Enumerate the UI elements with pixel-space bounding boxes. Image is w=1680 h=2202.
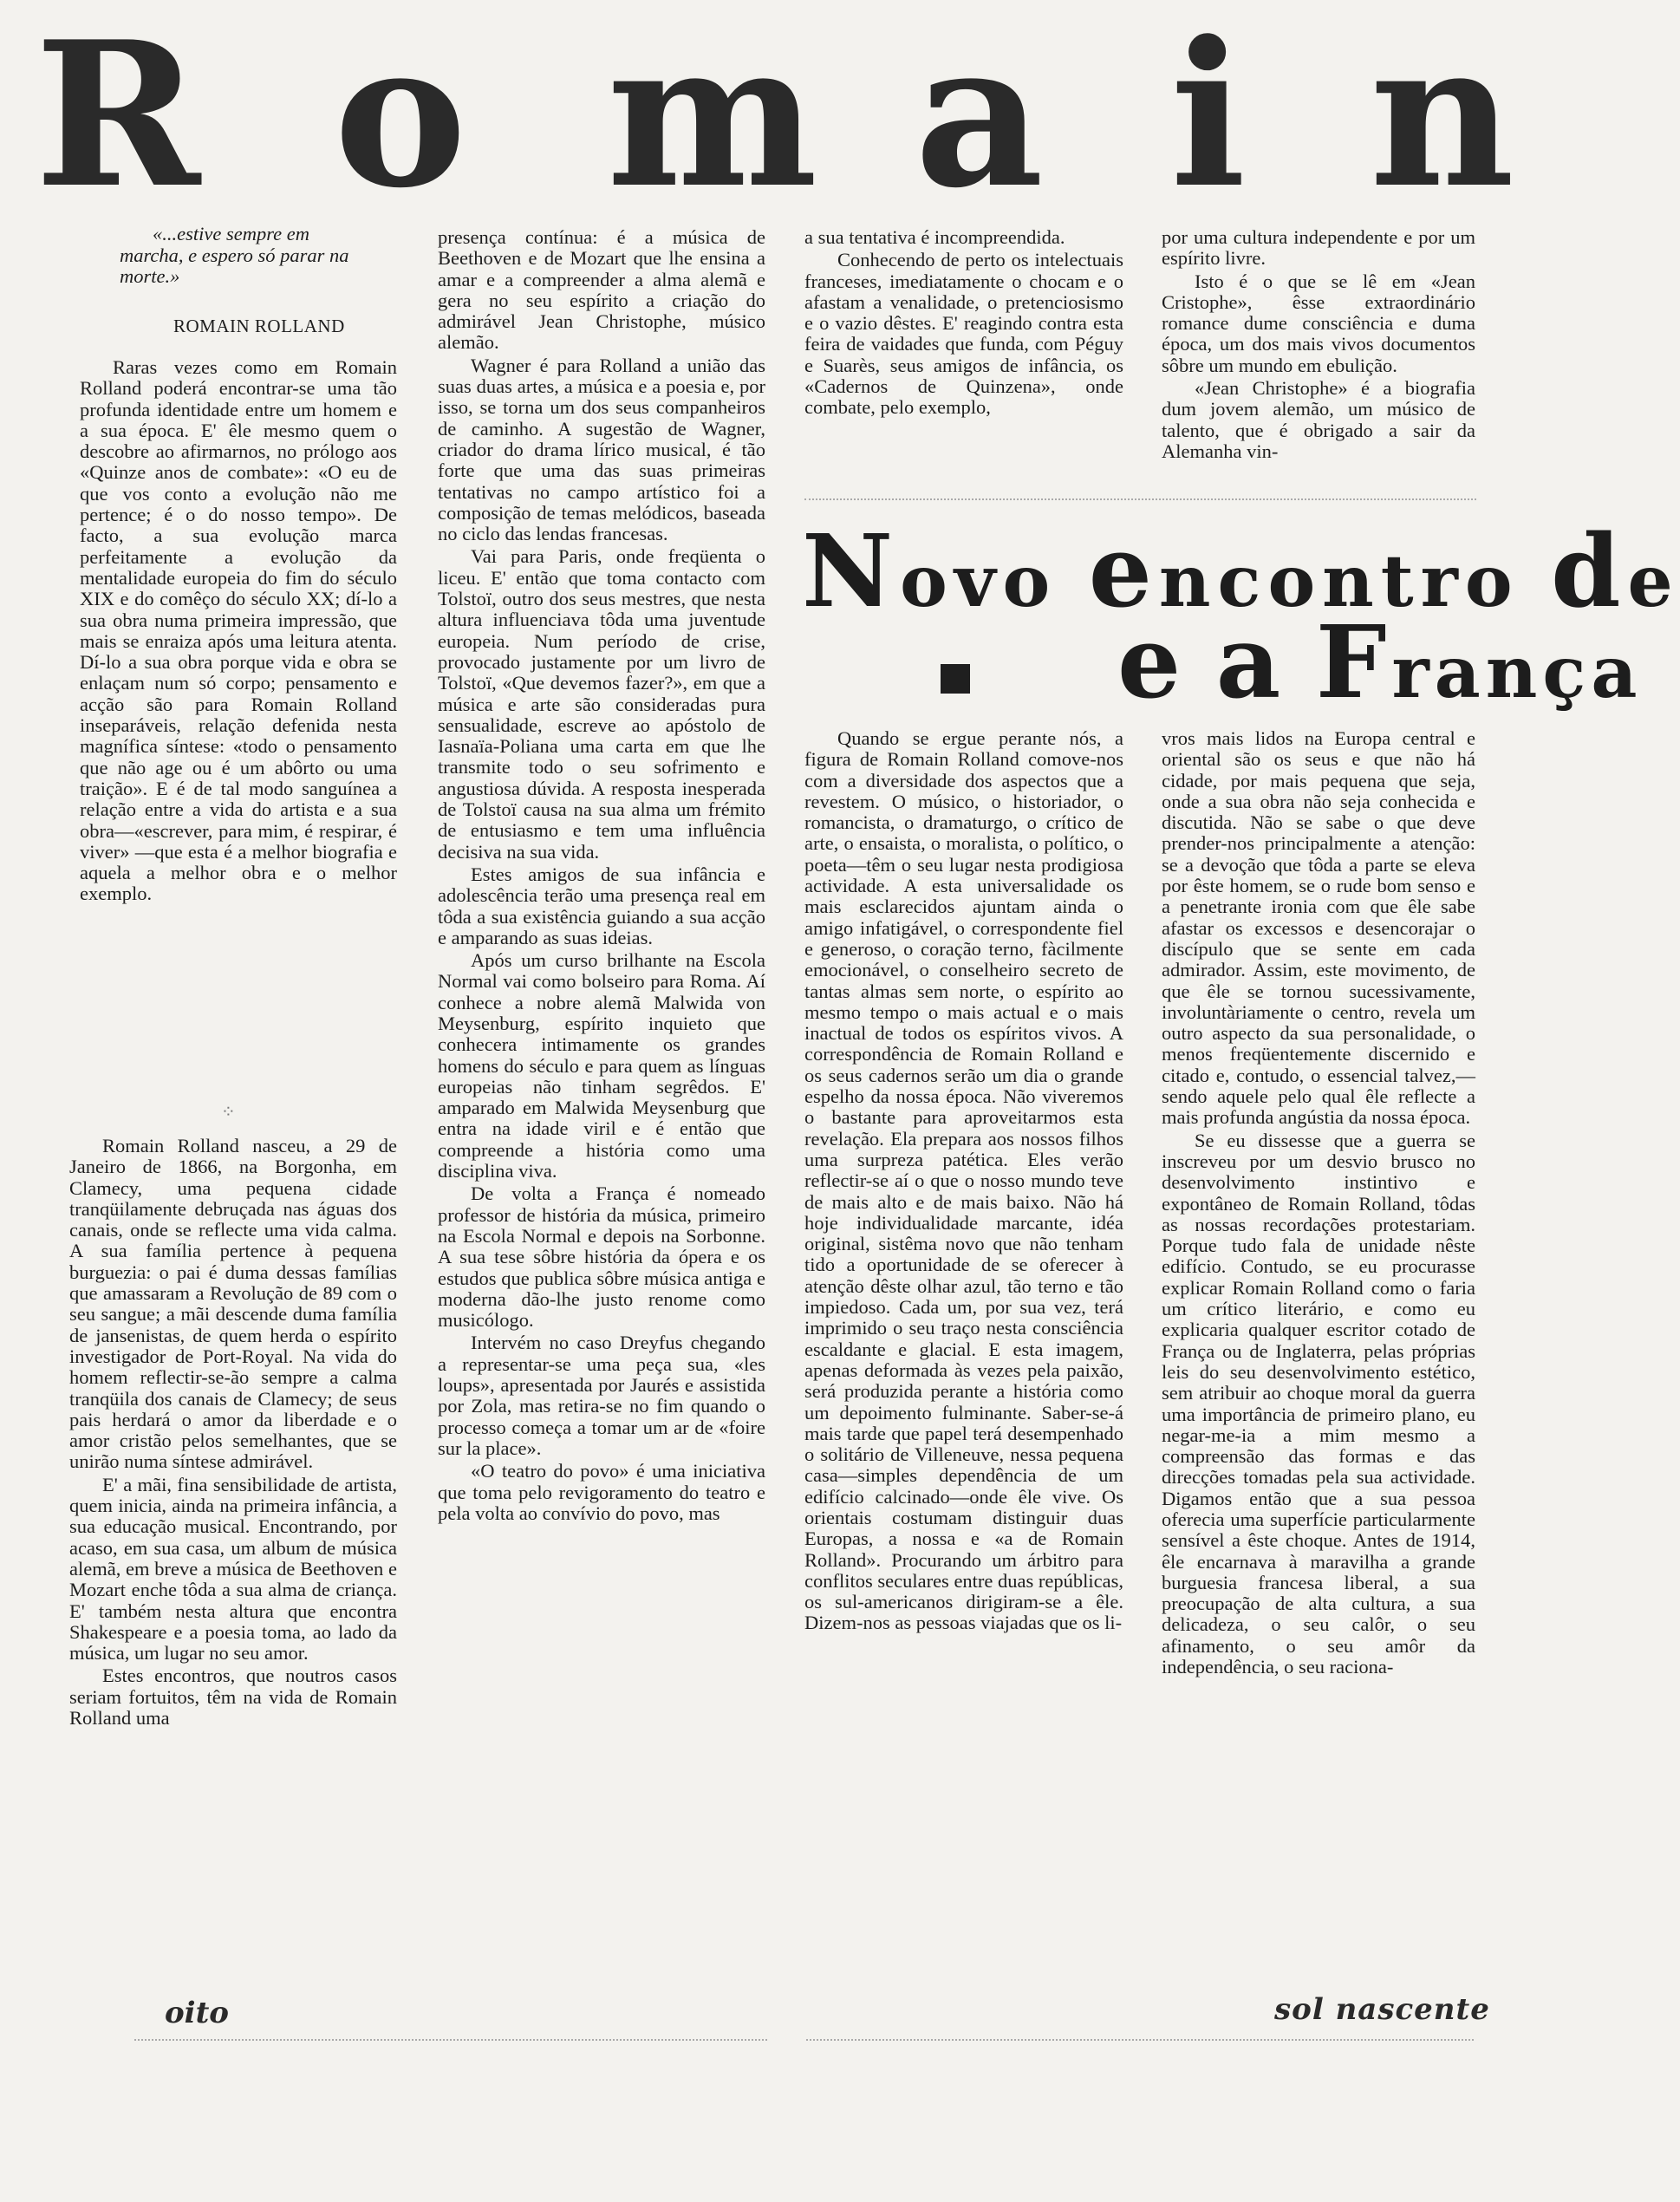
headline-line-2-text: e a França (1117, 604, 1643, 721)
bullet-square-icon (941, 664, 970, 694)
paragraph: E' a mãi, fina sensibilidade de artista, quem inicia, ainda na primeira infância, a sua educação musical. Encontrando, por acaso, em sua casa, um album de música alemã, em breve a música de Beethoven e Mozart enche tôda a sua alma de criança. E' também nesta altura que encontra Shakespeare e a poesia toma, ao lado da música, um lugar no seu amor. (69, 1473, 397, 1665)
ornament: ⁘ (221, 1103, 236, 1122)
masthead-letter: o (334, 0, 467, 232)
paragraph: Vai para Paris, onde freqüenta o liceu. E' então que toma contacto com Tolstoï, outro dos seus mestres, que nesta altura influenciava tôda uma juventude europeia. Num período de crise, provocado justamente por um livro de Tolstoï, «Que devemos fazer?», em que a música e arte são consideradas pura sensualidade, escreve ao apóstolo de Iasnaïa-Poliana uma carta em que lhe transmite todo o seu sofrimento e angustiosa dúvida. A resposta inesperada de Tolstoï causa na sua alma um frémito de entusiasmo e tem uma influência decisiva na sua vida. (438, 545, 765, 863)
paragraph: Wagner é para Rolland a união das suas duas artes, a música e a poesia e, por isso, se torna um dos seus companheiros de caminho. A sugestão de Wagner, criador do drama lírico musical, é tão forte que uma das suas primeiras tentativas no campo artístico foi a composição de temas melódicos, baseada no ciclo das lendas francesas. (438, 354, 765, 545)
headline-line-2 (941, 604, 1643, 721)
footer-rule-left (134, 2039, 767, 2041)
column-4-top (1162, 227, 1475, 462)
paragraph: De volta a França é nomeado professor de história da música, primeiro na Escola Normal e depois na Sorbonne. A sua tese sôbre história da ópera e os estudos que publica sôbre música antiga e moderna dão-lhe justo renome como musicólogo. (438, 1182, 765, 1332)
paragraph: Conhecendo de perto os intelectuais franceses, imediatamente o chocam e o afastam a venalidade, o pretenciosismo e o vazio dêstes. E' reagindo contra esta feira de vaidades que funda, com Péguy e Suarès, seus amigos de infância, os «Cadernos de Quinzena», onde combate, pelo exemplo, (804, 249, 1123, 419)
masthead-letter: n (1370, 0, 1515, 232)
paragraph: Intervém no caso Dreyfus chegando a representar-se uma peça sua, «les loups», apresentada por Jaurés e assistida por Zola, mas retira-se no fim quando o processo começa a tomar um ar de «foire sur la place». (438, 1332, 765, 1459)
column-1-bottom (69, 1136, 397, 1729)
paragraph: Estes amigos de sua infância e adolescência terão uma presença real em tôda a sua existência guiando a sua acção e amparando as suas ideias. (438, 863, 765, 948)
masthead-letter: a (915, 0, 1045, 232)
column-3-bottom (804, 728, 1123, 1634)
column-3-top (804, 227, 1123, 419)
paragraph: a sua tentativa é incompreendida. (804, 226, 1065, 248)
paragraph: «O teatro do povo» é uma iniciativa que toma pelo revigoramento do teatro e pela volta ao convívio do povo, mas (438, 1460, 765, 1524)
column-1-top (80, 357, 397, 905)
paragraph: por uma cultura independente e por um espírito livre. (1162, 226, 1475, 270)
paragraph: vros mais lidos na Europa central e oriental são os seus e que não há cidade, por mais pequena que seja, onde a sua obra não seja conhecida e discutida. Não se sabe o que deve prender-nos principalmente a atenção: se a devoção que tôda a parte se eleva por êste homem, se o rude bom senso e a penetrante ironia com que êle sabe afastar os excessos e desencorajar o discípulo que se sente em cada admirador. Assim, este movimento, de que êle se tornou sucessivamente, involuntàriamente o centro, revela um outro aspecto da sua personalidade, o menos freqüentemente discernido e citado e, contudo, o essencial talvez,—sendo aquele pelo qual êle reflecte a mais profunda angústia da nossa época. (1162, 727, 1475, 1129)
footer-page-label: oito (165, 1996, 229, 2030)
epigraph: «...estive sempre em marcha, e espero só parar na morte.» (120, 223, 349, 287)
paragraph: presença contínua: é a música de Beethoven e de Mozart que lhe ensina a amar e a compreender a alma alemã e gera no seu espírito a criação do admirável Jean Christophe, músico alemão. (438, 226, 765, 354)
epigraph-author: ROMAIN ROLLAND (173, 316, 345, 336)
paragraph: Quando se ergue perante nós, a figura de Romain Rolland comove-nos com a diversidade dos aspectos que a revestem. O músico, o historiador, o romancista, o dramaturgo, o crítico de arte, o ensaista, o moralista, o político, o poeta—têm o seu lugar nesta prodigiosa actividade. A esta universalidade os mais esclarecidos ajuntam ainda o amigo infatigável, o correspondente fiel e generoso, o coração terno, fàcilmente emocionável, o conselheiro secreto de tantas almas sem norte, o espírito ao mesmo tempo o mais actual e o mais inactual de todos os espíritos vivos. A correspondência de Romain Rolland e os seus cadernos serão um dia o grande espelho da nossa época. Não viveremos o bastante para aproveitarmos esta revelação. Ela prepara aos nossos filhos uma surpreza patética. Eles verão reflectir-se aí o que o nosso mundo teve de mais alto e de mais baixo. Não há hoje individualidade marcante, idéa original, sistêma novo que não tenham tido a oportunidade de se oferecer à atenção dêste olhar azul, tão terno e tão impiedoso. Cada um, por sua vez, terá imprimido o seu traço nesta consciência escaldante e glacial. E esta imagem, apenas deformada às vezes pela paixão, será produzida perante a história como um depoimento fulminante. Saber-se-á mais tarde que papel terá desempenhado o solitário de Villeneuve, nessa pequena casa—simples dependência de um edifício calcinado—onde êle vive. Os orientais costumam distinguir duas Europas, a nossa e «a de Romain Rolland». Procurando um árbitro para conflitos seculares entre duas repúblicas, os sul-americanos dirigiram-se a êle. Dizem-nos as pessoas viajadas que os li- (804, 727, 1123, 1634)
paragraph: Se eu dissesse que a guerra se inscreveu por um desvio brusco no desenvolvimento instintivo e expontâneo de Romain Rolland, tôdas as nossas recordações protestariam. Porque tudo fala de unidade nêste edifício. Contudo, se eu procurasse explicar Romain Rolland como o faria um crítico literário, e como eu explicaria qualquer escritor cotado de França ou de Inglaterra, pelas próprias leis do seu desenvolvimento estético, sem atribuir ao choque moral da guerra uma importância de primeiro plano, eu negar-me-ia a mim mesmo a compreensão das formas e das direcções tomadas pela sua actividade. Digamos então que a sua pessoa oferecia uma superfície particularmente sensível a êste choque. Antes de 1914, êle encarnava à maravilha a grande burguesia francesa liberal, a sua preocupação de alta cultura, a sua delicadeza, o seu calôr, o seu afinamento, o seu amôr da independência, o seu raciona- (1162, 1129, 1475, 1678)
masthead-title (35, 0, 1515, 232)
footer-rule-right (806, 2039, 1474, 2041)
paragraph: «Jean Christophe» é a biografia dum jovem alemão, um músico de talento, que é obrigado a sair da Alemanha vin- (1162, 377, 1475, 462)
paragraph: Isto é o que se lê em «Jean Cristophe», êsse extraordinário romance dume consciência e duma época, um dos mais vivos documentos sôbre um mundo em ebulição. (1162, 270, 1475, 376)
paragraph: Romain Rolland nasceu, a 29 de Janeiro de 1866, na Borgonha, em Clamecy, uma pequena cidade tranqüilamente debruçada nas águas dos canais, onde se reflecte uma vida calma. A sua família pertence à pequena burguezia: o pai é duma dessas famílias que amassaram a Revolução de 89 com o seu sangue; a mãi descende duma família de jansenistas, de quem herda o espírito investigador de Port-Royal. Na vida do homem reflectir-se-ão sempre a calma tranqüila dos canais de Clamecy; de seus pais herdará o amor da liberdade e o amor cristão pelos semelhantes, que se unirão numa síntese admirável. (69, 1135, 397, 1473)
article-headline (802, 513, 1680, 721)
paragraph: Raras vezes como em Romain Rolland poderá encontrar-se uma tão profunda identidade entre um homem e a sua época. E' êle mesmo quem o descobre ao afirmarnos, no prólogo aos «Quinze anos de combate»: «O eu de que vos conto a evolução não me pertence; é o do nosso tempo». De facto, a sua evolução marca perfeitamente a evolução da mentalidade europeia do fim do século XIX e do comêço do século XX; dí-lo a sua obra numa primeira impressão, que mais se enraiza após uma leitura atenta. Dí-lo a sua obra porque vida e obra se enlaçam num só corpo; pensamento e acção são para Romain Rolland inseparáveis, relação defenida nesta magnífica síntese: «todo o pensamento que não age ou é um abôrto ou uma traição». E é de tal modo sanguínea a relação entre a vida do artista e a sua obra—«escrever, para mim, é respirar, é viver» —que esta é a melhor biografia e aquela a melhor obra e o melhor exemplo. (80, 356, 397, 905)
masthead-letter: m (607, 0, 818, 232)
paragraph: Estes encontros, que noutros casos seriam fortuitos, têm na vida de Romain Rolland uma (69, 1665, 397, 1730)
divider-rule (804, 498, 1476, 500)
masthead-letter: R (35, 0, 201, 232)
masthead-letter: i (1170, 0, 1247, 232)
column-2 (438, 227, 765, 1524)
column-4-bottom (1162, 728, 1475, 1678)
paragraph: Após um curso brilhante na Escola Normal vai como bolseiro para Roma. Aí conhece a nobre alemã Malwida von Meysenburg, espírito inquieto que conhecera intimamente os grandes homens do século e para quem as línguas europeias não tinham segrêdos. E' amparado em Malwida Meysenburg que entra na idade viril e é então que compreende a história como uma disciplina viva. (438, 949, 765, 1182)
headline-line-1: Novo encontro de (802, 513, 1680, 630)
footer-publication-name: sol nascente (1274, 1992, 1490, 2027)
